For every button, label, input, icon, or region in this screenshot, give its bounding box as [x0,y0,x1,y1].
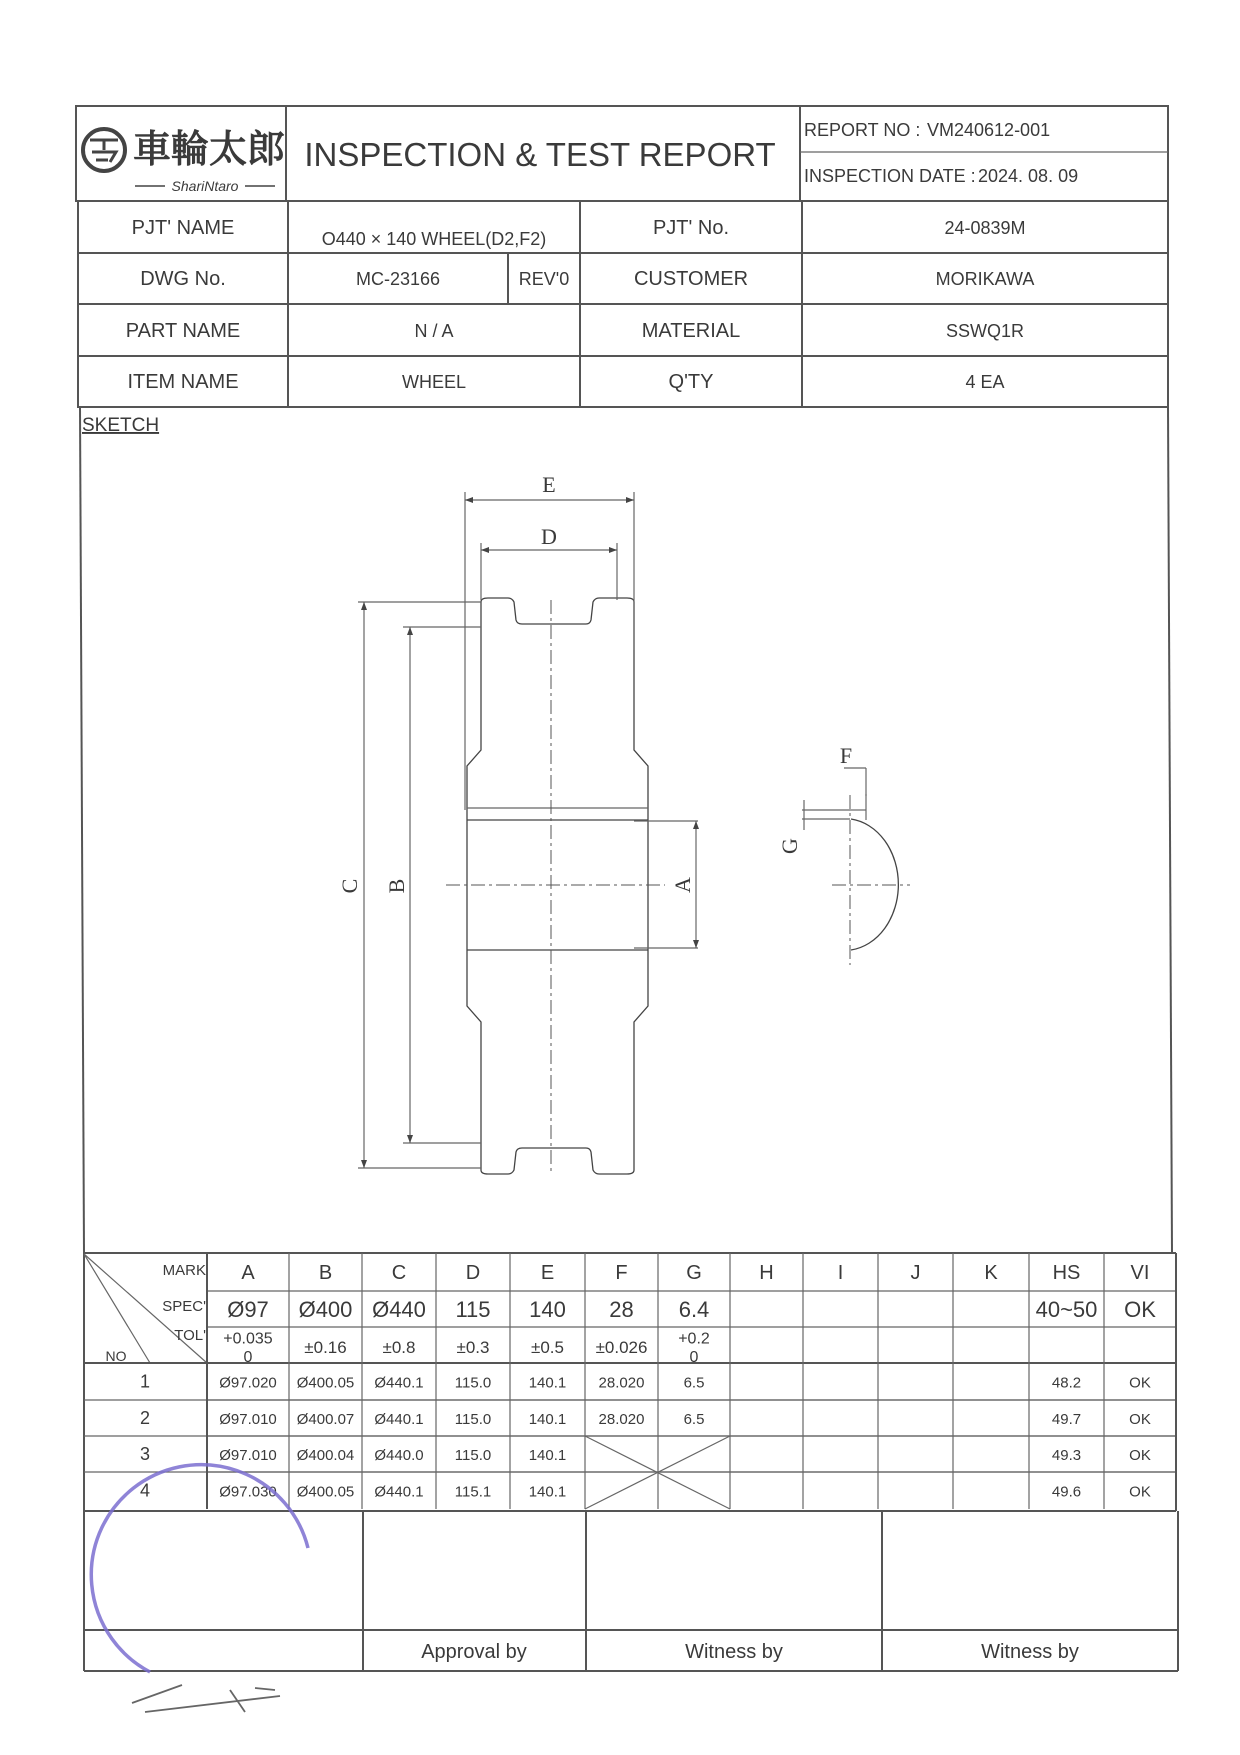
measured-value-d: 115.1 [454,1483,492,1501]
spec-value-f: 28 [609,1296,634,1322]
spec-value-hs: 40~50 [1035,1296,1098,1322]
material-label: MATERIAL [641,320,741,342]
measured-value-a: Ø97.020 [219,1374,277,1392]
no-header-label: NO [105,1348,127,1364]
dimension-label-e: E [542,472,556,497]
tolerance-lower-a: 0 [243,1348,253,1366]
mark-col-h: H [759,1261,774,1284]
tolerance-upper-a: +0.035 [223,1330,273,1348]
measured-value-e: 140.1 [528,1483,567,1501]
measured-value-c: Ø440.1 [374,1483,424,1501]
mark-col-g: G [686,1261,702,1284]
measured-value-hs: 49.6 [1051,1483,1082,1501]
groove-detail-drawing [777,743,910,965]
dimension-label-c: C [337,878,362,894]
project-info-table [78,201,1168,407]
part-name-value: N / A [414,321,454,341]
dimension-label-f: F [839,743,853,768]
tol-header-label: TOL' [174,1327,206,1344]
report-no-value: VM240612-001 [927,120,1051,140]
logo-subtitle: ShariNtaro [171,178,239,194]
report-no-label: REPORT NO : [804,120,921,140]
inspection-date-value: 2024. 08. 09 [978,166,1079,186]
measured-value-g: 6.5 [683,1374,705,1392]
mark-col-c: C [391,1261,407,1284]
measured-value-a: Ø97.030 [219,1483,277,1501]
item-name-label: ITEM NAME [127,371,239,393]
spec-value-e: 140 [529,1296,566,1322]
dwg-no-value: MC-23166 [355,269,441,289]
material-value: SSWQ1R [945,321,1025,341]
mark-col-a: A [241,1261,255,1284]
wheel-drawing [446,598,665,1175]
spec-value-b: Ø400 [298,1296,353,1322]
measured-value-c: Ø440.1 [374,1410,424,1428]
witness-by-label-2: Witness by [981,1641,1079,1663]
pjt-name-label: PJT' NAME [131,217,235,239]
dimension-label-d: D [541,524,557,549]
pjt-no-value: 24-0839M [944,218,1026,238]
measured-value-e: 140.1 [528,1446,567,1464]
mark-col-i: I [837,1261,844,1284]
dimension-label-a: A [670,877,695,893]
logo-text: 車輪太郎 [133,129,286,171]
pjt-name-value: O440 × 140 WHEEL(D2,F2) [321,229,547,249]
mark-col-j: J [910,1261,921,1284]
report-title: INSPECTION & TEST REPORT [304,136,776,173]
customer-label: CUSTOMER [633,268,749,290]
customer-value: MORIKAWA [935,269,1035,289]
mark-col-hs: HS [1052,1261,1081,1284]
part-name-label: PART NAME [125,320,241,342]
spec-value-d: 115 [455,1296,491,1322]
row-number: 1 [139,1371,151,1392]
mark-col-d: D [465,1261,481,1284]
row-number: 3 [139,1443,151,1464]
measured-value-c: Ø440.1 [374,1374,424,1392]
mark-col-f: F [615,1261,628,1284]
sketch-label: SKETCH [82,415,160,436]
spec-header-label: SPEC' [162,1298,206,1315]
row-number: 2 [139,1407,151,1428]
tolerance-value-c: ±0.8 [382,1337,416,1357]
tolerance-value-e: ±0.5 [531,1337,564,1357]
measured-value-e: 140.1 [528,1410,567,1428]
mark-col-b: B [318,1261,333,1284]
measured-value-hs: 49.3 [1051,1446,1082,1464]
pjt-no-label: PJT' No. [652,217,730,239]
measured-value-d: 115.0 [454,1446,492,1464]
measured-value-b: Ø400.04 [296,1446,355,1464]
tolerance-value-b: ±0.16 [304,1337,347,1357]
qty-value: 4 EA [965,372,1005,392]
inspection-date-label: INSPECTION DATE : [804,166,976,186]
mark-col-k: K [984,1261,998,1284]
revision-value: REV'0 [518,269,570,289]
mark-header-label: MARK [162,1262,206,1279]
mark-col-e: E [540,1261,555,1284]
approval-by-label: Approval by [421,1641,527,1663]
measured-value-g: 6.5 [683,1410,705,1428]
report-header [76,106,1168,201]
spec-value-a: Ø97 [227,1296,269,1322]
measured-value-hs: 49.7 [1051,1410,1082,1428]
dimension-label-b: B [384,878,409,894]
measured-value-f: 28.020 [598,1374,645,1392]
measured-value-vi: OK [1129,1374,1151,1392]
measured-value-e: 140.1 [528,1374,567,1392]
mark-col-vi: VI [1130,1261,1150,1284]
measured-value-f: 28.020 [598,1410,645,1428]
measured-value-a: Ø97.010 [219,1446,277,1464]
qty-label: Q'TY [668,371,714,393]
company-logo [83,128,285,194]
tolerance-lower-g: 0 [689,1348,699,1366]
handwritten-signature [132,1685,280,1712]
measured-value-hs: 48.2 [1051,1374,1082,1392]
tolerance-value-f: ±0.026 [595,1337,648,1357]
spec-value-vi: OK [1124,1296,1156,1322]
measured-value-b: Ø400.07 [296,1410,355,1428]
row-number: 4 [139,1480,151,1501]
sketch-area [80,407,1172,1253]
measured-value-vi: OK [1129,1483,1151,1501]
measured-value-b: Ø400.05 [296,1483,355,1501]
spec-value-c: Ø440 [372,1296,426,1322]
tolerance-upper-g: +0.2 [678,1330,710,1348]
dimension-label-g: G [777,838,802,854]
measured-value-c: Ø440.0 [374,1446,424,1464]
measured-value-d: 115.0 [454,1374,492,1392]
spec-value-g: 6.4 [678,1296,710,1322]
tolerance-value-d: ±0.3 [456,1337,490,1357]
measured-value-a: Ø97.010 [219,1410,277,1428]
measured-value-d: 115.0 [454,1410,492,1428]
measurement-table [84,1253,1176,1511]
item-name-value: WHEEL [401,372,467,392]
measured-value-vi: OK [1129,1446,1151,1464]
measured-value-b: Ø400.05 [296,1374,355,1392]
witness-by-label-1: Witness by [685,1641,783,1663]
dwg-no-label: DWG No. [140,268,226,290]
measured-value-vi: OK [1129,1410,1151,1428]
signature-area [84,1465,1178,1712]
